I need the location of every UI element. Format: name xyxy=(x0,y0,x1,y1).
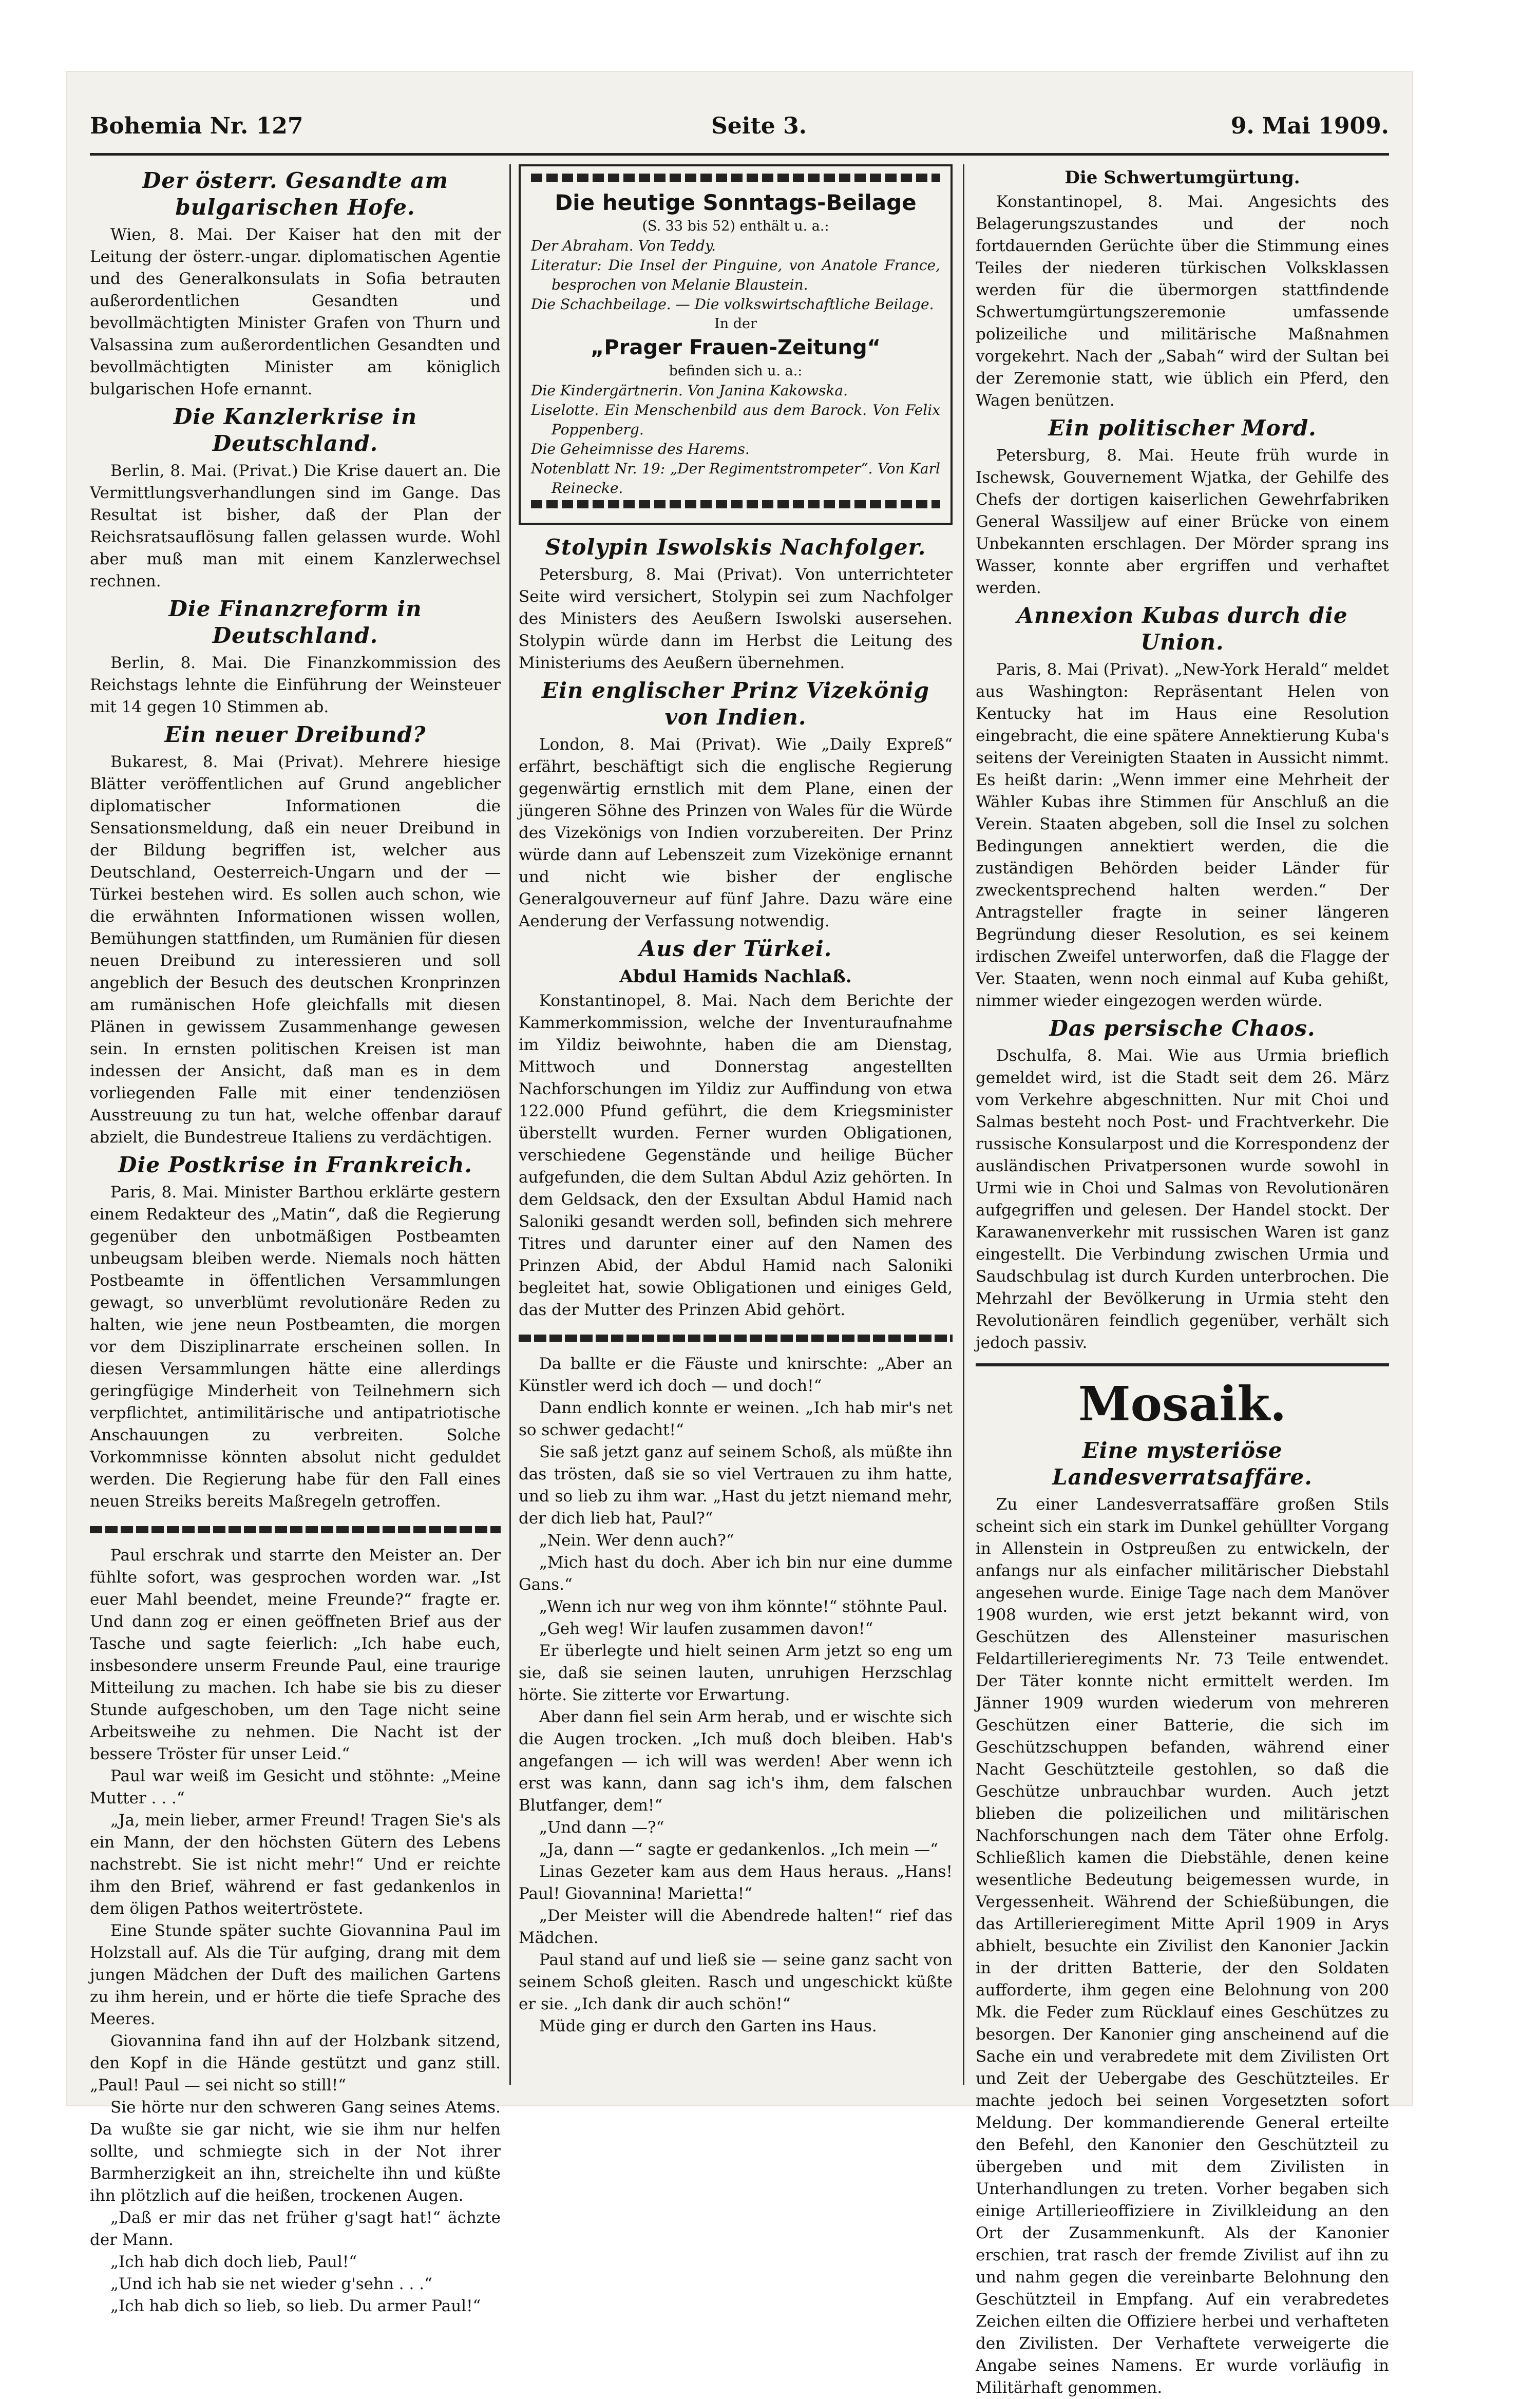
article-title: Ein englischer Prinz Vizekönig von Indien. xyxy=(542,678,929,730)
story-paragraph: „Ja, mein lieber, armer Freund! Tragen Sie's als ein Mann, der den höchsten Gütern des Lebens nachstrebt. Sie ist nicht mehr!“ Und er reichte ihm den Brief, während er fast gedankenlos in dem öligen Pathos weitertröstete. xyxy=(90,1811,501,1918)
story-paragraph: „Geh weg! Wir laufen zusammen davon!“ xyxy=(539,1620,873,1638)
article-title: Der österr. Gesandte am bulgarischen Hofe. xyxy=(142,168,449,220)
story-paragraph: Sie hörte nur den schweren Gang seines Atems. Da wußte sie gar nicht, wie sie ihm nur helfen sollte, und schmiegte sich in der Not ihrer Barmherzigkeit an ihn, streichelte ihn und küßte ihn plötzlich auf die heißen, trockenen Augen. xyxy=(90,2098,501,2205)
supplement-item: Liselotte. Ein Menschenbild aus dem Barock. Von Felix Poppenberg. xyxy=(531,402,940,438)
column-divider xyxy=(963,164,964,2085)
article-text: Petersburg, 8. Mai. Heute früh wurde in Ischewsk, Gouvernement Wjatka, der Gehilfe des Chefs der dortigen kaiserlichen Gewehrfabriken General Wassiljew auf einer Brücke von einem Unbekannten erschlagen. Der Mörder sprang ins Wasser, konnte aber ergriffen und verhaftet werden. xyxy=(976,446,1389,597)
feuilleton-rule xyxy=(90,1526,501,1533)
header-rule xyxy=(90,153,1389,156)
article-text: Paris, 8. Mai (Privat). „New-York Herald“ meldet aus Washington: Repräsentant Helen von Kentucky hat im Haus eine Resolution eingebracht, die eine spätere Annektierung Kuba's seitens der Vereinigten Staaten in Aussicht nimmt. Es heißt darin: „Wenn immer eine Mehrheit der Wähler Kubas ihre Stimmen für Anschluß an die Verein. Staaten abgeben, soll die Insel zu solchen Bedingungen annektiert werden, die die zuständigen Behörden beider Länder für zweckentsprechend halten werden.“ Der Antragsteller fragte in seiner längeren Begründung dieser Resolution, es sei keinem irdischen Zweifel unterworfen, daß die Flagge der Ver. Staaten, wenn noch einmal auf Kuba gehißt, nimmer wieder eingezogen werden würde. xyxy=(976,660,1389,1010)
story-paragraph: Giovannina fand ihn auf der Holzbank sitzend, den Kopf in die Hände gestützt und ganz still. „Paul! Paul — sei nicht so still!“ xyxy=(90,2032,501,2095)
supplement-subtitle: befinden sich u. a.: xyxy=(669,363,803,379)
supplement-box xyxy=(519,164,953,525)
box-ornament xyxy=(531,174,940,182)
article-title: Die Finanzreform in Deutschland. xyxy=(168,596,422,648)
section-title-mosaik: Mosaik. xyxy=(1078,1376,1287,1432)
feuilleton-rule xyxy=(519,1335,953,1342)
newspaper-name: Bohemia Nr. 127 xyxy=(90,113,303,139)
article-text: Petersburg, 8. Mai (Privat). Von unterrichteter Seite wird versichert, Stolypin sei zum Nachfolger des Ministers des Aeußern Iswolski ausersehen. Stolypin würde dann im Herbst die Leitung des Ministeriums des Aeußern übernehmen. xyxy=(519,565,953,672)
article-text: Paris, 8. Mai. Minister Barthou erklärte gestern einem Redakteur des „Matin“, daß die Regierung gegenüber den unbotmäßigen Postbeamten unbeugsam bleiben werde. Niemals noch hätten Postbeamte in öffentlichen Versammlungen gewagt, so unverblümt revolutionäre Reden zu halten, wie jene neun Postbeamten, die morgen vor dem Disziplinarrate erscheinen sollen. In diesen Versammlungen hätte eine allerdings geringfügige Minderheit von Teilnehmern sich verpflichtet, antimilitärische und antipatriotische Anschauungen zu verbreiten. Solche Vorkommnisse könnten absolut nicht geduldet werden. Die Regierung habe für den Fall eines neuen Streiks bereits Maßregeln getroffen. xyxy=(90,1183,501,1511)
story-paragraph: Linas Gezeter kam aus dem Haus heraus. „Hans! Paul! Giovannina! Marietta!“ xyxy=(519,1862,953,1903)
article-text: Berlin, 8. Mai. (Privat.) Die Krise dauert an. Die Vermittlungsverhandlungen sind im Gange. Das Resultat ist bisher, daß der Plan der Reichsratsauflösung fallen gelassen wurde. Wohl aber muß man mit einem Kanzlerwechsel rechnen. xyxy=(90,462,501,591)
article-title: Aus der Türkei. xyxy=(639,936,832,961)
story-paragraph: „Ich hab dich so lieb, so lieb. Du armer Paul!“ xyxy=(110,2297,481,2315)
box-ornament xyxy=(531,500,940,508)
article-title: Eine mysteriöse Landesverratsaffäre. xyxy=(1052,1438,1313,1490)
supplement-item: Die Schachbeilage. — Die volkswirtschaftliche Beilage. xyxy=(531,296,934,313)
story-paragraph: Müde ging er durch den Garten ins Haus. xyxy=(539,2017,877,2035)
story-paragraph: Paul war weiß im Gesicht und stöhnte: „Meine Mutter . . .“ xyxy=(90,1767,501,1807)
article-title: Ein politischer Mord. xyxy=(1048,415,1317,441)
section-rule xyxy=(976,1363,1389,1366)
story-paragraph: Paul erschrak und starrte den Meister an. Der fühlte sofort, was gesprochen worden war. „Ist euer Mahl beendet, meine Freunde?“ fragte er. Und dann zog er einen geöffneten Brief aus der Tasche und sagte feierlich: „Ich habe euch, insbesondere unserm Freunde Paul, eine traurige Mitteilung zu machen. Ich habe sie bis zu dieser Stunde aufgeschoben, um den Tage nicht seine Arbeitsweihe zu nehmen. Die Nacht ist der bessere Tröster für unser Leid.“ xyxy=(90,1546,501,1763)
article-subtitle: Abdul Hamids Nachlaß. xyxy=(619,966,852,987)
article-text: Konstantinopel, 8. Mai. Angesichts des Belagerungszustandes und der noch fortdauernden Gerüchte über die Stimmung eines Teiles der niederen türkischen Volksklassen werden für die übermorgen stattfindende Schwertumgürtungszeremonie umfassende polizeiliche und militärische Maßnahmen vorgekehrt. Nach der „Sabah“ wird der Sultan bei der Zeremonie statt, wie üblich ein Pferd, den Wagen benützen. xyxy=(976,193,1389,410)
article-title: Annexion Kubas durch die Union. xyxy=(1017,603,1348,655)
supplement-item: Die Geheimnisse des Harems. xyxy=(531,441,750,458)
story-paragraph: „Und dann —?“ xyxy=(539,1818,664,1837)
supplement-item: Die Kindergärtnerin. Von Janina Kakowska. xyxy=(531,382,848,399)
column-right xyxy=(976,164,1389,2399)
frauen-zeitung-title: „Prager Frauen-Zeitung“ xyxy=(591,336,881,359)
column-left xyxy=(90,164,501,2317)
supplement-in: In der xyxy=(714,316,757,332)
story-paragraph: Da ballte er die Fäuste und knirschte: „Aber an Künstler werd ich doch — und doch!“ xyxy=(519,1355,953,1395)
story-paragraph: „Und ich hab sie net wieder g'sehn . . .“ xyxy=(110,2275,432,2293)
article-title: Ein neuer Dreibund? xyxy=(164,722,426,747)
story-paragraph: „Ich hab dich doch lieb, Paul!“ xyxy=(110,2253,357,2271)
supplement-item: Literatur: Die Insel der Pinguine, von Anatole France, besprochen von Melanie Blaustein. xyxy=(531,257,940,293)
column-divider xyxy=(509,164,511,2085)
story-paragraph: Er überlegte und hielt seinen Arm jetzt so eng um sie, daß sie seinen lauten, unruhigen Herzschlag hörte. Sie zitterte vor Erwartung. xyxy=(519,1642,953,1704)
story-paragraph: Dann endlich konnte er weinen. „Ich hab mir's net so schwer gedacht!“ xyxy=(519,1399,953,1439)
article-text: Berlin, 8. Mai. Die Finanzkommission des Reichstags lehnte die Einführung der Weinsteuer mit 14 gegen 10 Stimmen ab. xyxy=(90,654,501,716)
story-paragraph: „Wenn ich nur weg von ihm könnte!“ stöhnte Paul. xyxy=(539,1597,948,1616)
article-title: Die Kanzlerkrise in Deutschland. xyxy=(173,404,417,456)
column-middle xyxy=(519,164,953,2038)
supplement-item: Der Abraham. Von Teddy. xyxy=(531,237,716,254)
supplement-subtitle: (S. 33 bis 52) enthält u. a.: xyxy=(642,218,829,234)
article-title: Die Schwertumgürtung. xyxy=(1064,167,1300,188)
article-text: Wien, 8. Mai. Der Kaiser hat den mit der Leitung der österr.-ungar. diplomatischen Agentie und des Generalkonsulats in Sofia betrauten außerordentlichen Gesandten und bevollmächtigten Minister Grafen von Thurn und Valsassina zum außerordentlichen Gesandten und bevollmächtigten Minister am königlich bulgarischen Hofe ernannt. xyxy=(90,225,501,398)
story-paragraph: Sie saß jetzt ganz auf seinem Schoß, als müßte ihn das trösten, daß sie so viel Vertrauen zu ihm hatte, und so lieb zu ihm war. „Hast du jetzt niemand mehr, der dich lieb hat, Paul?“ xyxy=(519,1443,953,1528)
story-paragraph: „Daß er mir das net früher g'sagt hat!“ ächzte der Mann. xyxy=(90,2208,501,2249)
article-text: Konstantinopel, 8. Mai. Nach dem Berichte der Kammerkommission, welche der Inventuraufnahme im Yildiz beiwohnte, haben die am Dienstag, Mittwoch und Donnerstag angestellten Nachforschungen im Yildiz zur Auffindung von etwa 122.000 Pfund geführt, die dem Kriegsminister überstellt wurden. Ferner wurden Obligationen, verschiedene Gegenstände und heilige Bücher aufgefunden, die dem Sultan Abdul Aziz gehörten. In dem Geldsack, den der Exsultan Abdul Hamid nach Saloniki gesandt werden soll, befinden sich mehrere Titres und darunter einer auf den Namen des Prinzen Abid, der Abdul Hamid nach Saloniki begleitet hat, sowie Obligationen und einiges Geld, das der Mutter des Prinzen Abid gehört. xyxy=(519,992,953,1319)
page-header xyxy=(90,113,1389,149)
article-title: Die Postkrise in Frankreich. xyxy=(118,1152,473,1177)
story-paragraph: Paul stand auf und ließ sie — seine ganz sacht von seinem Schoß gleiten. Rasch und ungeschickt küßte er sie. „Ich dank dir auch schön!“ xyxy=(519,1951,953,2013)
article-text: Dschulfa, 8. Mai. Wie aus Urmia brieflich gemeldet wird, ist die Stadt seit dem 26. März vom Verkehre abgeschnitten. Nur mit Choi und Salmas besteht noch Post- und Frachtverkehr. Die russische Konsularpost und die Korrespondenz der ausländischen Privatpersonen wurde sowohl in Urmi wie in Choi und Salmas von Revolutionären aufgegriffen und gelesen. Der Handel stockt. Der Karawanenverkehr mit russischen Waren ist ganz eingestellt. Die Verbindung zwischen Urmia und Saudschbulag ist durch Kurden unterbrochen. Die Mehrzahl der Bevölkerung in Urmia steht den Revolutionären feindlich gegenüber, verhält sich jedoch passiv. xyxy=(976,1046,1389,1352)
article-text: Zu einer Landesverratsaffäre großen Stils scheint sich ein stark im Dunkel gehüllter Vorgang in Allenstein in Ostpreußen zu entwickeln, der anfangs nur als einfacher militärischer Diebstahl angesehen wurde. Einige Tage nach dem Manöver 1908 wurden, wie erst jetzt bekannt wird, von Geschützen des Allensteiner masurischen Feldartillerieregiments Nr. 73 Teile entwendet. Der Täter konnte nicht ermittelt werden. Im Jänner 1909 wurden wiederum von mehreren Geschützen einer Batterie, die sich im Geschützschuppen befanden, während einer Nacht Geschützteile gestohlen, so daß die Geschütze unbrauchbar wurden. Auch jetzt blieben die polizeilichen und militärischen Nachforschungen nach dem Täter ohne Erfolg. Schließlich kamen die Diebstähle, denen keine wesentliche Bedeutung beigemessen wurde, in Vergessenheit. Während der Schießübungen, die das Artillerieregiment Mitte April 1909 in Arys abhielt, besuchte ein Zivilist den Kanonier Jackin in der dritten Batterie, der den Soldaten aufforderte, ihm gegen eine Belohnung von 200 Mk. die Feder zum Rücklauf eines Geschützes zu besorgen. Der Kanonier ging anscheinend auf die Sache ein und verabredete mit dem Zivilisten Ort und Zeit der Uebergabe des Geschützteiles. Er machte jedoch bei seinen Vorgesetzten sofort Meldung. Der kommandierende General erteilte den Befehl, den Kanonier den Geschützteil zu übergeben und mit dem Zivilisten in Unterhandlungen zu treten. Vorher begaben sich einige Artillerieoffiziere in Zivilkleidung an den Ort der Zusammenkunft. Als der Kanonier erschien, trat rasch der fremde Zivilist auf ihn zu und nahm gegen die vereinbarte Belohnung den Geschützteil in Empfang. Auf ein verabredetes Zeichen eilten die Offiziere herbei und verhafteten den Zivilisten. Der Verhaftete verweigerte die Angabe seines Namens. Er wurde vorläufig in Militärhaft genommen. xyxy=(976,1495,1389,2397)
story-paragraph: „Mich hast du doch. Aber ich bin nur eine dumme Gans.“ xyxy=(519,1553,953,1594)
page-number: Seite 3. xyxy=(711,113,807,139)
newspaper-page xyxy=(67,72,1412,2397)
story-paragraph: „Der Meister will die Abendrede halten!“ rief das Mädchen. xyxy=(519,1907,953,1947)
story-paragraph: „Nein. Wer denn auch?“ xyxy=(539,1531,734,1550)
story-paragraph: Aber dann fiel sein Arm herab, und er wischte sich die Augen trocken. „Ich muß doch bleiben. Hab's angefangen — ich will was werden! Aber wenn ich erst was kann, dann sag ich's ihm, dem falschen Blutfanger, dem!“ xyxy=(519,1708,953,1815)
article-title: Das persische Chaos. xyxy=(1049,1016,1316,1041)
issue-date: 9. Mai 1909. xyxy=(1230,113,1389,139)
story-paragraph: Eine Stunde später suchte Giovannina Paul im Holzstall auf. Als die Tür aufging, drang mit dem jungen Mädchen der Duft des mailichen Gartens zu ihm herein, und er hörte die tiefe Sprache des Meeres. xyxy=(90,1921,501,2028)
supplement-title: Die heutige Sonntags-Beilage xyxy=(555,190,917,215)
article-text: London, 8. Mai (Privat). Wie „Daily Expreß“ erfährt, beschäftigt sich die englische Regierung gegenwärtig ernstlich mit dem Plane, einen der jüngeren Söhne des Prinzen von Wales für die Würde des Vizekönigs von Indien vorzubereiten. Der Prinz würde dann auf Lebenszeit zum Vizekönige ernannt und nicht wie bisher der englische Generalgouverneur auf fünf Jahre. Dazu wäre eine Aenderung der Verfassung notwendig. xyxy=(519,735,953,930)
supplement-item: Notenblatt Nr. 19: „Der Regimentstrompeter“. Von Karl Reinecke. xyxy=(531,460,940,497)
story-paragraph: „Ja, dann —“ sagte er gedankenlos. „Ich mein —“ xyxy=(539,1840,938,1859)
article-title: Stolypin Iswolskis Nachfolger. xyxy=(545,535,926,560)
article-text: Bukarest, 8. Mai (Privat). Mehrere hiesige Blätter veröffentlichen auf Grund angeblicher diplomatischer Informationen die Sensationsmeldung, daß ein neuer Dreibund in der Bildung begriffen ist, welcher aus Deutschland, Oesterreich-Ungarn und der — Türkei bestehen wird. Es sollen auch schon, wie die erwähnten Informationen wissen wollen, Bemühungen stattfinden, um Rumänien für diesen neuen Dreibund zu interessieren und soll angeblich der Besuch des deutschen Kronprinzen am rumänischen Hofe gleichfalls mit diesen Plänen in gewissem Zusammenhange gewesen sein. In ernsten politischen Kreisen ist man indessen der Ansicht, daß man es in dem vorliegenden Falle mit einer tendenziösen Ausstreuung zu tun hat, welche offenbar darauf abzielt, die Bundestreue Italiens zu verdächtigen. xyxy=(90,753,501,1147)
